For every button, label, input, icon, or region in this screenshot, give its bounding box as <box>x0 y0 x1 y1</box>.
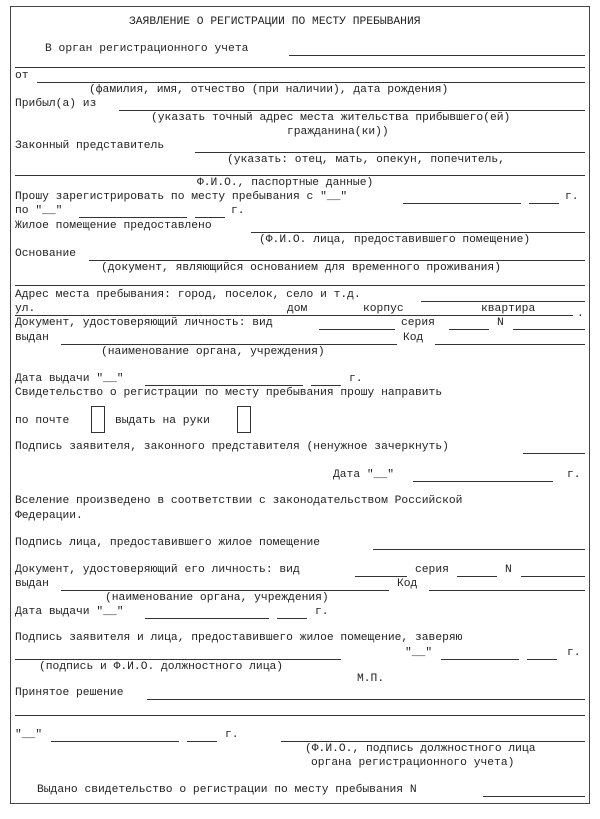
basis-line[interactable] <box>89 260 585 261</box>
doc-series-label: серия <box>401 317 435 329</box>
provider-sign-line[interactable] <box>373 549 585 550</box>
decision-label: Принятое решение <box>15 687 124 699</box>
certify-day: "__" <box>405 647 433 659</box>
kod-label: Код <box>403 332 424 344</box>
signature-label: Подпись заявителя, законного представителя (ненужное зачеркнуть) <box>15 441 449 453</box>
stamp-place: М.П. <box>357 673 385 685</box>
issued-line[interactable] <box>61 344 397 345</box>
korpus-label: корпус <box>363 303 404 315</box>
official2-hint-2: органа регистрационного учета) <box>311 757 515 769</box>
by-hand-label: выдать на руки <box>115 415 210 427</box>
basis-hint: (документ, являющийся основанием для временного проживания) <box>101 262 501 274</box>
issue-date-label: Дата выдачи "__" <box>15 373 124 385</box>
date-line[interactable] <box>413 481 553 482</box>
doc2-series-line[interactable] <box>457 576 497 577</box>
cert-issued-label: Выдано свидетельство о регистрации по месту пребывания N <box>37 784 417 796</box>
rep-label: Законный представитель <box>15 140 165 152</box>
date-g: г. <box>567 469 581 481</box>
official2-hint-1: (Ф.И.О., подпись должностного лица <box>305 743 536 755</box>
issue-date-g: г. <box>349 373 363 385</box>
certify-label: Подпись заявителя и лица, предоставившего жилое помещение, заверяю <box>15 632 463 644</box>
apartment-label: квартира <box>481 303 536 315</box>
rep-hint-2: Ф.И.О., паспортные данные) <box>197 177 374 189</box>
doc-number-line[interactable] <box>513 329 585 330</box>
decision-line[interactable] <box>147 699 585 700</box>
doc2-label: Документ, удостоверяющий его личность: вид <box>15 564 300 576</box>
from-label: от <box>15 70 29 82</box>
doc2-series-label: серия <box>415 564 449 576</box>
issue-date2-month-line[interactable] <box>145 618 269 619</box>
organ-line-2[interactable] <box>15 67 585 68</box>
doc-series-line[interactable] <box>449 329 489 330</box>
registration-form <box>10 6 590 804</box>
register-to-g: г. <box>231 205 245 217</box>
official-year-line[interactable] <box>187 741 217 742</box>
register-from-month-line[interactable] <box>403 203 521 204</box>
cert-issued-number-line[interactable] <box>483 796 585 797</box>
housing-label: Жилое помещение предоставлено <box>15 220 212 232</box>
organ-label: В орган регистрационного учета <box>45 43 249 55</box>
issue-date2-label: Дата выдачи "__" <box>15 606 124 618</box>
signature-line[interactable] <box>523 453 585 454</box>
kod2-line[interactable] <box>429 590 585 591</box>
official-month-line[interactable] <box>51 741 179 742</box>
issue-date2-g: г. <box>315 606 329 618</box>
street-label: ул. <box>15 303 36 315</box>
address-label: Адрес места пребывания: город, поселок, село и т.д. <box>15 289 361 301</box>
official-sign-line[interactable] <box>15 659 341 660</box>
date-label: Дата "__" <box>333 469 395 481</box>
register-from-year-line[interactable] <box>529 203 559 204</box>
issued2-line[interactable] <box>61 590 389 591</box>
organ-line[interactable] <box>289 55 585 56</box>
doc-number-label: N <box>497 317 504 329</box>
register-from-g: г. <box>565 191 579 203</box>
register-to-month-line[interactable] <box>79 217 187 218</box>
doc-type-line[interactable] <box>319 329 395 330</box>
issue-date2-year-line[interactable] <box>277 618 307 619</box>
official2-sign-line[interactable] <box>281 741 585 742</box>
cert-direct-label: Свидетельство о регистрации по месту пребывания прошу направить <box>15 387 443 399</box>
arrived-hint-1: (указать точный адрес места жительства прибывшего(ей) <box>151 112 511 124</box>
address-line[interactable] <box>421 301 585 302</box>
street-line[interactable] <box>15 315 573 316</box>
by-mail-label: по почте <box>15 415 70 427</box>
issue-date-year-line[interactable] <box>311 385 341 386</box>
moved-text-2: Федерации. <box>15 510 83 522</box>
basis-line-2[interactable] <box>15 285 585 286</box>
house-label: дом <box>287 303 308 315</box>
kod-line[interactable] <box>435 344 585 345</box>
provider-sign-label: Подпись лица, предоставившего жилое помещение <box>15 537 321 549</box>
kod2-label: Код <box>397 578 418 590</box>
issued-hint: (наименование органа, учреждения) <box>101 346 325 358</box>
certify-g: г. <box>567 647 581 659</box>
doc2-number-line[interactable] <box>521 576 585 577</box>
housing-hint: (Ф.И.О. лица, предоставившего помещение) <box>259 234 531 246</box>
register-from-label: Прошу зарегистрировать по месту пребывания с "__" <box>15 191 348 203</box>
by-hand-checkbox[interactable] <box>237 406 251 433</box>
decision-line-2[interactable] <box>15 715 585 716</box>
arrived-label: Прибыл(а) из <box>15 98 97 110</box>
from-line[interactable] <box>37 82 585 83</box>
housing-line[interactable] <box>251 232 585 233</box>
rep-hint: (указать: отец, мать, опекун, попечитель, <box>227 154 505 166</box>
rep-line[interactable] <box>195 152 585 153</box>
issued2-label: выдан <box>15 578 49 590</box>
arrived-hint-2: гражданина(ки)) <box>287 126 389 138</box>
issued2-hint: (наименование органа, учреждения) <box>105 592 329 604</box>
official-hint: (подпись и Ф.И.О. должностного лица) <box>39 661 284 673</box>
official-g: г. <box>225 729 239 741</box>
doc2-number-label: N <box>505 564 512 576</box>
basis-label: Основание <box>15 248 77 260</box>
doc-label: Документ, удостоверяющий личность: вид <box>15 317 273 329</box>
certify-year-line[interactable] <box>527 659 557 660</box>
register-to-label: по "__" <box>15 205 63 217</box>
address-dot: . <box>577 308 584 320</box>
moved-text-1: Вселение произведено в соответствии с законодательством Российской <box>15 495 463 507</box>
official-day: "__" <box>15 729 43 741</box>
doc2-type-line[interactable] <box>355 576 407 577</box>
issue-date-month-line[interactable] <box>145 385 303 386</box>
from-hint: (фамилия, имя, отчество (при наличии), дата рождения) <box>89 84 449 96</box>
issued-label: выдан <box>15 332 49 344</box>
form-title: ЗАЯВЛЕНИЕ О РЕГИСТРАЦИИ ПО МЕСТУ ПРЕБЫВАНИЯ <box>129 16 421 28</box>
arrived-line[interactable] <box>119 110 585 111</box>
register-to-year-line[interactable] <box>195 217 225 218</box>
rep-line-2[interactable] <box>15 175 585 176</box>
certify-month-line[interactable] <box>441 659 519 660</box>
by-mail-checkbox[interactable] <box>91 406 105 433</box>
